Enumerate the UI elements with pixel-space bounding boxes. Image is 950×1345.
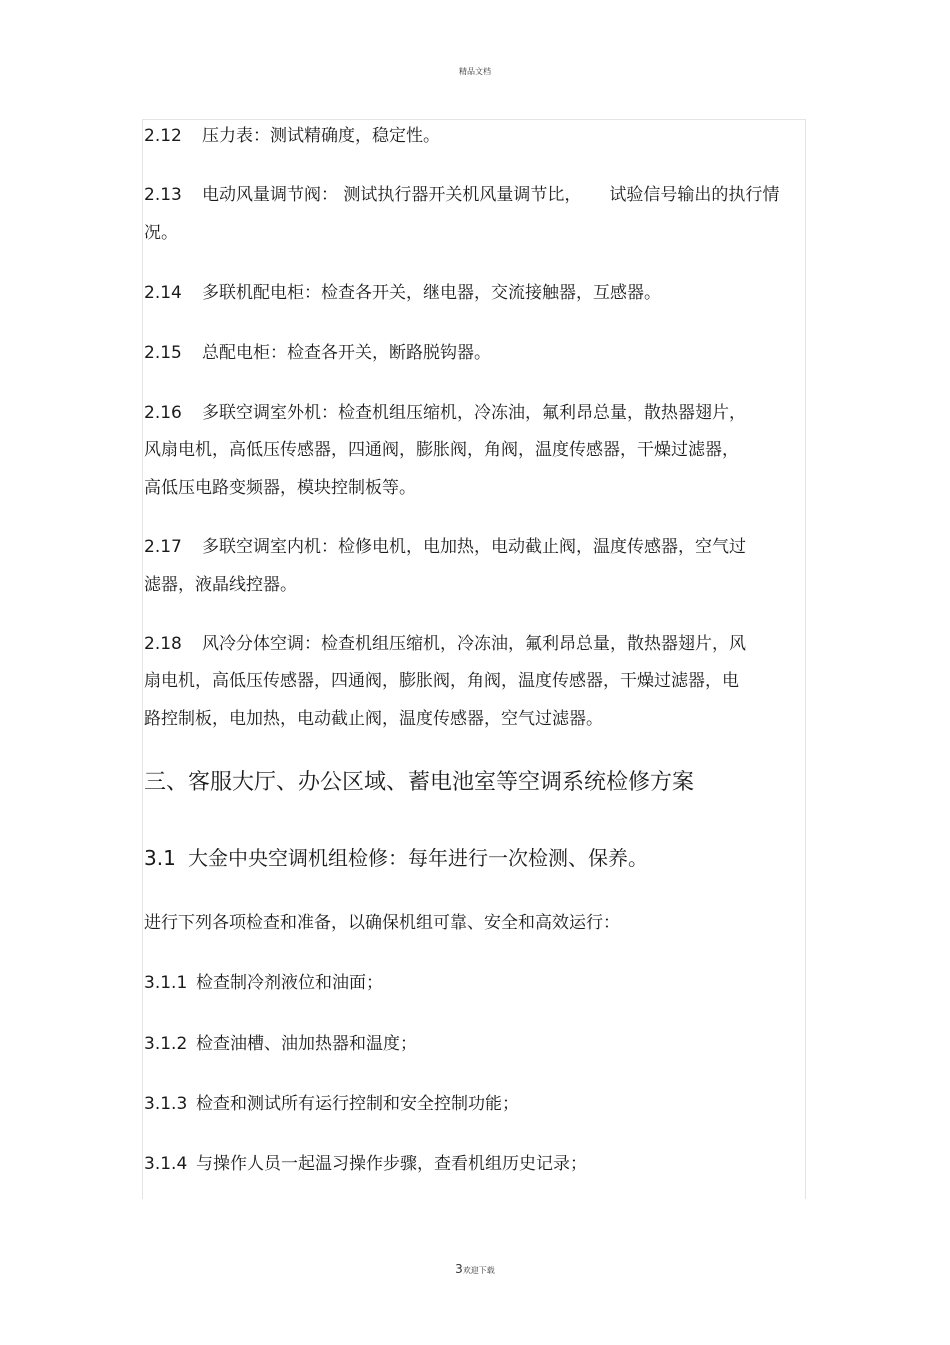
sub-item-3-1-1 [144, 972, 804, 994]
item-2-18-line-2: 扇电机，高低压传感器，四通阀，膨胀阀，角阀，温度传感器，干燥过滤器，电 [144, 671, 739, 691]
item-text: 风冷分体空调：检查机组压缩机，冷冻油，氟利昂总量，散热器翅片，风 [202, 634, 746, 654]
item-2-13-line-2: 况。 [144, 223, 178, 243]
header-note: 精品文档 [459, 67, 491, 76]
sub-item-number: 3.1.2 [144, 1034, 188, 1054]
item-number: 2.17 [144, 537, 182, 557]
item-number: 2.14 [144, 283, 182, 303]
item-2-12 [144, 125, 804, 147]
sub-item-3-1-4 [144, 1153, 804, 1175]
sub-item-number: 3.1.4 [144, 1154, 188, 1174]
item-2-17-line-2: 滤器，液晶线控器。 [144, 575, 297, 595]
intro-paragraph: 进行下列各项检查和准备，以确保机组可靠、安全和高效运行： [144, 913, 620, 933]
footer-note [0, 1262, 950, 1276]
item-2-18-line-3: 路控制板，电加热，电动截止阀，温度传感器，空气过滤器。 [144, 709, 603, 729]
item-text: 总配电柜：检查各开关，断路脱钩器。 [202, 343, 491, 363]
item-text-cont: 试验信号输出的执行情 [609, 185, 780, 205]
item-text: 压力表：测试精确度，稳定性。 [202, 126, 440, 146]
subsection-number: 3.1 [144, 846, 176, 870]
item-2-16-line-2: 风扇电机，高低压传感器，四通阀，膨胀阀，角阀，温度传感器，干燥过滤器， [144, 440, 739, 460]
sub-item-number: 3.1.3 [144, 1094, 188, 1114]
sub-item-text: 检查和测试所有运行控制和安全控制功能； [196, 1094, 519, 1114]
item-2-13 [144, 184, 804, 206]
item-2-14 [144, 282, 804, 304]
sub-item-text: 检查制冷剂液位和油面； [196, 973, 383, 993]
item-number: 2.13 [144, 185, 182, 205]
item-number: 2.15 [144, 343, 182, 363]
item-number: 2.16 [144, 403, 182, 423]
item-text: 电动风量调节阀： 测试执行器开关机风量调节比， [202, 185, 582, 205]
subsection-heading [144, 845, 648, 871]
item-number: 2.12 [144, 126, 182, 146]
item-text: 多联机配电柜：检查各开关，继电器，交流接触器，互感器。 [202, 283, 661, 303]
item-2-16 [144, 402, 804, 424]
item-2-17 [144, 536, 804, 558]
item-number: 2.18 [144, 634, 182, 654]
section-heading: 三、客服大厅、办公区域、蓄电池室等空调系统检修方案 [144, 770, 695, 795]
subsection-text: 大金中央空调机组检修：每年进行一次检测、保养。 [188, 846, 648, 870]
sub-item-number: 3.1.1 [144, 973, 188, 993]
sub-item-text: 检查油槽、油加热器和温度； [196, 1034, 417, 1054]
item-text: 多联空调室外机：检查机组压缩机，冷冻油，氟利昂总量，散热器翅片， [202, 403, 746, 423]
footer-text: 欢迎下载 [462, 1266, 495, 1275]
sub-item-3-1-2 [144, 1033, 804, 1055]
item-2-16-line-3: 高低压电路变频器，模块控制板等。 [144, 478, 416, 498]
page-number: 3 [455, 1262, 463, 1276]
item-2-18 [144, 633, 804, 655]
item-text: 多联空调室内机：检修电机，电加热，电动截止阀，温度传感器，空气过 [202, 537, 746, 557]
sub-item-text: 与操作人员一起温习操作步骤，查看机组历史记录； [196, 1154, 587, 1174]
item-2-15 [144, 342, 804, 364]
sub-item-3-1-3 [144, 1093, 804, 1115]
